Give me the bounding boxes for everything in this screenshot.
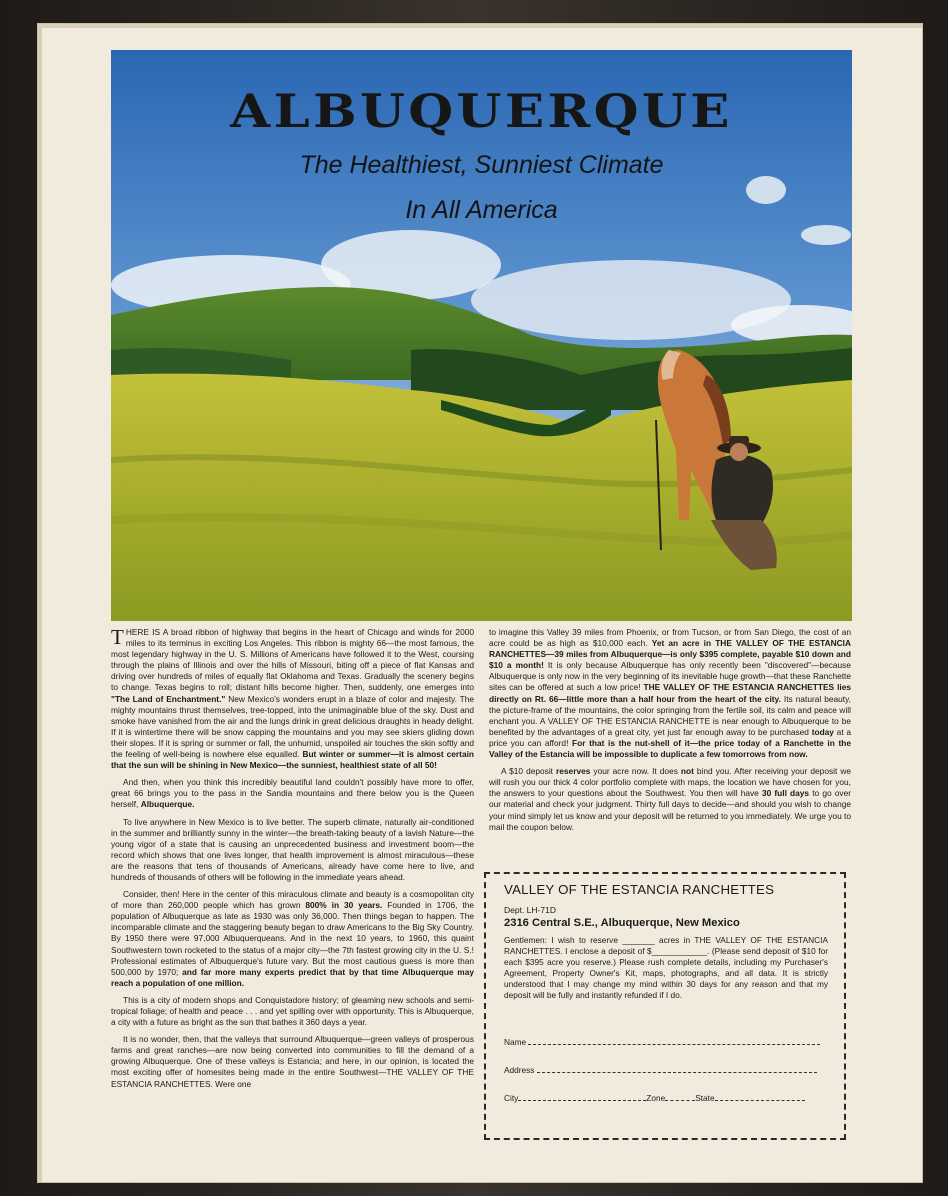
text-run-bold: not <box>680 766 694 777</box>
paragraph-3: To live anywhere in New Mexico is to live better. The superb climate, naturally air-conditioned in the summer and brilliantly sunny in the winter—the breath-taking beauty of a lavish Nature—the young vigor of a state that is causing an unprecedented business and investment boom—the record which shows that one lives longer, that health improvement is almost miraculous—these are the reasons that tens of thousands of Americans, already have come here to live, and hundreds of thousands of others will be following in the immediate years ahead. <box>111 816 474 882</box>
text-run-bold: Albuquerque. <box>140 799 195 810</box>
text-run-bold: THE VALLEY OF THE ESTANCIA RANCHETTES lies directly on Rt. 66—little more than a half hour from the heart of the city. <box>489 682 851 704</box>
paragraph-7 <box>489 627 851 760</box>
zone-line[interactable] <box>665 1092 695 1101</box>
state-label: State <box>695 1093 715 1103</box>
text-run: to imagine this Valley 39 miles from Phoenix, or from Tucson, or from San Diego, the cost of an acre could be as high as $10,000 each. <box>489 627 851 649</box>
text-run: bind you. After receiving your deposit we will rush you our thick 4 color portfolio complete with maps, the location we have chosen for you, the answers to your questions about the Southwest. You then will have <box>489 766 851 799</box>
paragraph-1 <box>111 627 474 771</box>
text-run-bold: "The Land of Enchantment." <box>111 693 226 704</box>
paragraph-4 <box>111 889 474 989</box>
address-line[interactable] <box>537 1064 817 1073</box>
subhead-line-1: The Healthiest, Sunniest Climate <box>299 151 664 179</box>
text-run: And then, when you think this incredibly beautiful land couldn't possibly have more to offer, great 66 brings you to the pass in the Sandia mountains and there below you is the Queen herself, <box>111 777 474 810</box>
coupon-body: Gentlemen: I wish to reserve _______ acres in THE VALLEY OF THE ESTANCIA RANCHETTES. I enclose a deposit of $____________. (Please send deposit of $10 for each $395 acre you reserve.) Please rush complete details, including my Purchaser's Agreement, Property Owner's Kit, maps, photographs, and all data. It is strictly understood that I may change my mind within 30 days for any reason and that my deposit will be fully and instantly refunded if I do. <box>504 935 828 1000</box>
coupon-title: VALLEY OF THE ESTANCIA RANCHETTES <box>504 882 775 897</box>
text-run-bold: 800% in 30 years. <box>305 900 383 911</box>
paragraph-2 <box>111 777 474 810</box>
text-run: New Mexico's wonders erupt in a blaze of color and majesty. The mighty mountains thrust themselves, tree-topped, into the unimaginable blue of the sky. Dust and smoke have vanished from the air and the lungs drink in great delicious draughts in heady delight. If it is wintertime there will be snow capping the mountains and you may see skiers gliding down their slopes. If it is spring or summer or fall, the unhumid, unspoiled air touches the skin softly and the feeling of well-being is nowhere else equalled. <box>111 693 474 760</box>
city-label: City <box>504 1093 519 1103</box>
text-run-bold: For that is the nut-shell of it—the price today of a Ranchette in the Valley of the Estancia will be impossible to duplicate a few tomorrows from now. <box>489 737 851 760</box>
text-run-bold: But winter or summer—it is almost certain that the sun will be shining in New Mexico—the sunniest, healthiest state of all 50! <box>111 749 474 771</box>
drop-cap: T <box>111 627 124 649</box>
address-field[interactable] <box>504 1064 830 1075</box>
city-line[interactable] <box>518 1092 646 1101</box>
city-zone-state-field[interactable] <box>504 1092 830 1103</box>
name-line[interactable] <box>528 1036 820 1045</box>
text-run: It is only because Albuquerque has only recently been "discovered"—because Albuquerque is only now in the very beginning of its inevitable huge growth—that these Ranchette sites can be offered at such a low price! <box>489 660 851 693</box>
text-run: at a price you can afford! <box>489 726 851 748</box>
text-run-bold: 30 full days <box>761 788 810 799</box>
subhead-line-2: In All America <box>405 196 558 224</box>
text-run-bold: Yet an acre in THE VALLEY OF THE ESTANCIA RANCHETTES—39 miles from Albuquerque—is only $395 complete, payable $10 down and $10 a month! <box>489 638 851 671</box>
text-run-bold: reserves <box>556 766 591 777</box>
coupon-address: 2316 Central S.E., Albuquerque, New Mexico <box>504 917 740 929</box>
headline: ALBUQUERQUE <box>230 84 733 138</box>
name-field[interactable] <box>504 1036 830 1047</box>
zone-label: Zone <box>646 1093 666 1103</box>
text-run: to go over our material and check your judgment. Thirty full days to decide—and should you wish to change your mind simply let us know and your deposit will be returned to you immediately. We urge you to mail the coupon below. <box>489 788 851 832</box>
text-run: Founded in 1706, the population of Albuquerque as late as 1930 was only 36,000. Then things began to happen. The incomparable climate and the staggering beauty began to draw Americans to the Big Sky Country. By 1950 there were 97,000 Albuquerqueans. And in the next 10 years, to 1960, this quaint Southwestern town rocketed to the status of a major city—the 7th fastest growing city in the U. S.! Professional estimates of Albuquerque's future vary. But the most cautious guess is more than 500,000 by 1970; <box>111 900 474 977</box>
state-line[interactable] <box>715 1092 805 1101</box>
text-run-bold: today <box>811 726 834 737</box>
text-run: Consider, then! Here in the center of this miraculous climate and beauty is a cosmopolitan city of more than 260,000 people which has grown <box>111 889 474 911</box>
order-coupon[interactable] <box>484 872 846 1140</box>
body-column-right <box>489 627 851 857</box>
text-run: HERE IS A broad ribbon of highway that begins in the heart of Chicago and winds for 2000 miles to its terminus in exciting Los Angeles. This ribbon is mighty 66—the most famous, the most legendary highway in the U. S. Millions of Americans have followed it to the West, coursing through the plains of Illinois and over the hills of Missouri, biting off a piece of flat Kansas and driving over hundreds of miles of equally flat Oklahoma and Texas. Gradually the scenery begins to change. Texas begins to roll; distant hills become higher. Then, suddenly, one emerges into <box>111 627 474 693</box>
text-run: your acre now. It does <box>590 766 681 777</box>
coupon-dept: Dept. LH-71D <box>504 905 556 915</box>
name-label: Name <box>504 1037 527 1047</box>
text-run: Its natural beauty, the picture-frame of the mountains, the color springing from the fertile soil, its calm and peace will enchant you. A VALLEY OF THE ESTANCIA RANCHETTE is near enough to Albuquerque to be benefited by the advantages of a great city, yet just far enough away to be purchased <box>489 693 851 737</box>
paragraph-5: This is a city of modern shops and Conquistadore history; of gleaming new schools and semi-tropical foliage; of health and peace . . . and yet spilling over with opportunity. This is Albuquerque, a city with a future as bright as the sun that bathes it 360 days a year. <box>111 994 474 1028</box>
address-label: Address <box>504 1065 535 1075</box>
paragraph-8 <box>489 766 851 833</box>
paragraph-6: It is no wonder, then, that the valleys that surround Albuquerque—green valleys of prosperous farms and great ranches—are now being converted into communities to fill the demand of a growing Albuquerque. One of these valleys is Estancia; and here, in our opinion, is located the most exciting offer of homesites being made in the entire Southwest—THE VALLEY OF THE ESTANCIA RANCHETTES. Were one <box>111 1034 474 1089</box>
body-column-left <box>111 627 474 1127</box>
text-run: A $10 deposit <box>501 766 557 777</box>
text-run-bold: and far more many experts predict that by that time Albuquerque may reach a population of one million. <box>111 966 474 988</box>
